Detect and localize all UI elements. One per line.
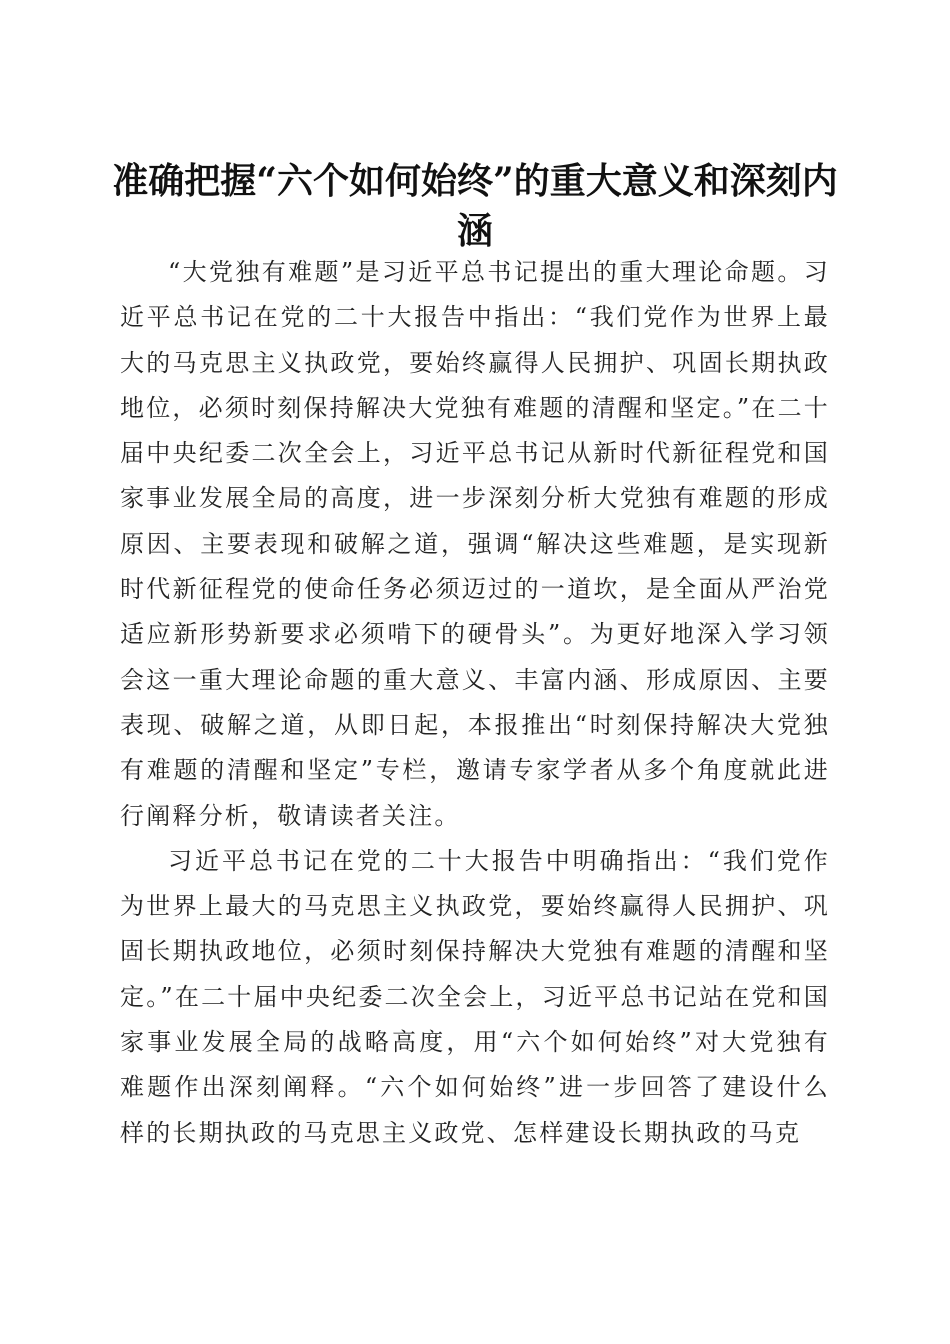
paragraph-main: 习近平总书记在党的二十大报告中明确指出：“我们党作为世界上最大的马克思主义执政党，要始终赢得人民拥护、巩固长期执政地位，必须时刻保持解决大党独有难题的清醒和坚定。”在二十届中央纪委二次全会上，习近平总书记站在党和国家事业发展全局的战略高度，用“六个如何始终”对大党独有难题作出深刻阐释。“六个如何始终”进一步回答了建设什么样的长期执政的马克思主义政党、怎样建设长期执政的马克: [120, 846, 830, 1147]
document-title: 准确把握“六个如何始终”的重大意义和深刻内涵: [112, 160, 838, 253]
paragraph-intro: “大党独有难题”是习近平总书记提出的重大理论命题。习近平总书记在党的二十大报告中指出：“我们党作为世界上最大的马克思主义执政党，要始终赢得人民拥护、巩固长期执政地位，必须时刻保持解决大党独有难题的清醒和坚定。”在二十届中央纪委二次全会上，习近平总书记从新时代新征程党和国家事业发展全局的高度，进一步深刻分析大党独有难题的形成原因、主要表现和破解之道，强调“解决这些难题，是实现新时代新征程党的使命任务必须迈过的一道坎，是全面从严治党适应新形势新要求必须啃下的硬骨头”。为更好地深入学习领会这一重大理论命题的重大意义、丰富内涵、形成原因、主要表现、破解之道，从即日起，本报推出“时刻保持解决大党独有难题的清醒和坚定”专栏，邀请专家学者从多个角度就此进行阐释分析，敬请读者关注。: [120, 258, 830, 830]
document-body: [120, 250, 830, 1156]
